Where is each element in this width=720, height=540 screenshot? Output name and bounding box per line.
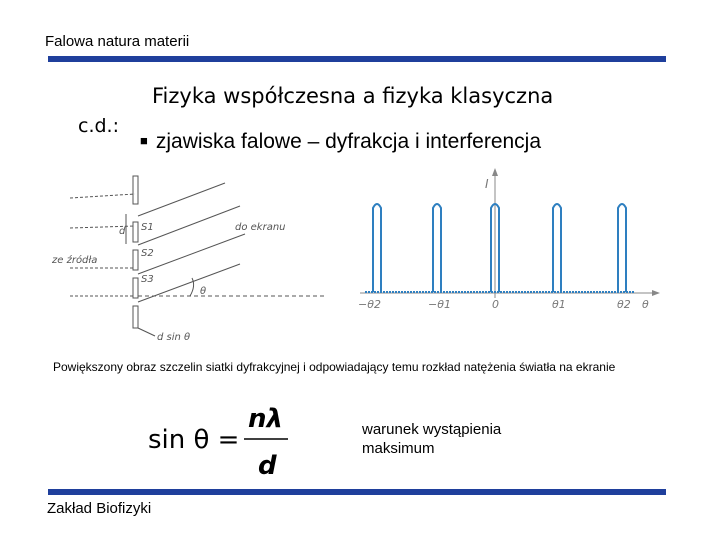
bullet-text: zjawiska falowe – dyfrakcja i interferencja (155, 130, 542, 153)
grating-bar (133, 250, 138, 270)
formula-denominator: d (258, 451, 277, 481)
intensity-peak (618, 204, 626, 292)
intensity-label: I (485, 177, 489, 191)
condition-line: warunek wystąpienia (362, 421, 502, 438)
intensity-peak (553, 204, 561, 292)
axis-tick-label: θ1 (552, 298, 566, 311)
axis-tick-label: θ (642, 298, 649, 311)
screen-label: do ekranu (235, 222, 286, 233)
grating-bar (133, 222, 138, 242)
grating-bar (133, 306, 138, 328)
diffraction-figure (40, 168, 680, 348)
slit-label: S3 (141, 274, 154, 285)
square-bullet-icon: ■ (140, 133, 148, 148)
axis-tick-label: 0 (492, 298, 499, 311)
footer-label: Zakład Biofizyki (47, 500, 152, 517)
slit-label: S1 (141, 222, 154, 233)
maximum-condition-note (362, 420, 501, 458)
top-divider (48, 56, 666, 62)
continuation-label: c.d.: (78, 115, 119, 137)
intensity-peak (373, 204, 381, 292)
path-difference-label: d sin θ (157, 332, 191, 343)
axis-arrow-icon (492, 168, 498, 176)
diffracted-ray (138, 183, 225, 216)
source-label: ze źródła (52, 255, 98, 266)
grating-formula (148, 402, 298, 482)
path-diff-marker (138, 328, 155, 336)
intensity-peak (433, 204, 441, 292)
bottom-divider (48, 489, 666, 495)
intensity-plot (360, 168, 660, 298)
bullet-item (140, 130, 541, 154)
header-title: Falowa natura materii (45, 33, 190, 50)
grating-bar (133, 176, 138, 204)
slit-spacing-label: d (119, 226, 126, 237)
formula-numerator: nλ (248, 404, 283, 434)
axis-tick-label: −θ2 (358, 298, 381, 311)
theta-arc (190, 278, 194, 296)
incoming-ray (70, 194, 135, 198)
slide-subtitle: Fizyka współczesna a fizyka klasyczna (152, 84, 554, 108)
formula-lhs: sin θ = (148, 425, 240, 455)
grating-bar (133, 278, 138, 298)
figure-caption: Powiększony obraz szczelin siatki dyfrakcyjnej i odpowiadający temu rozkład natężenia światła na ekranie (53, 360, 616, 374)
axis-tick-label: θ2 (617, 298, 631, 311)
condition-line: maksimum (362, 440, 435, 457)
theta-label: θ (200, 286, 207, 297)
axis-arrow-icon (652, 290, 660, 296)
slit-label: S2 (141, 248, 154, 259)
axis-tick-label: −θ1 (428, 298, 451, 311)
grating-sketch (70, 176, 325, 336)
